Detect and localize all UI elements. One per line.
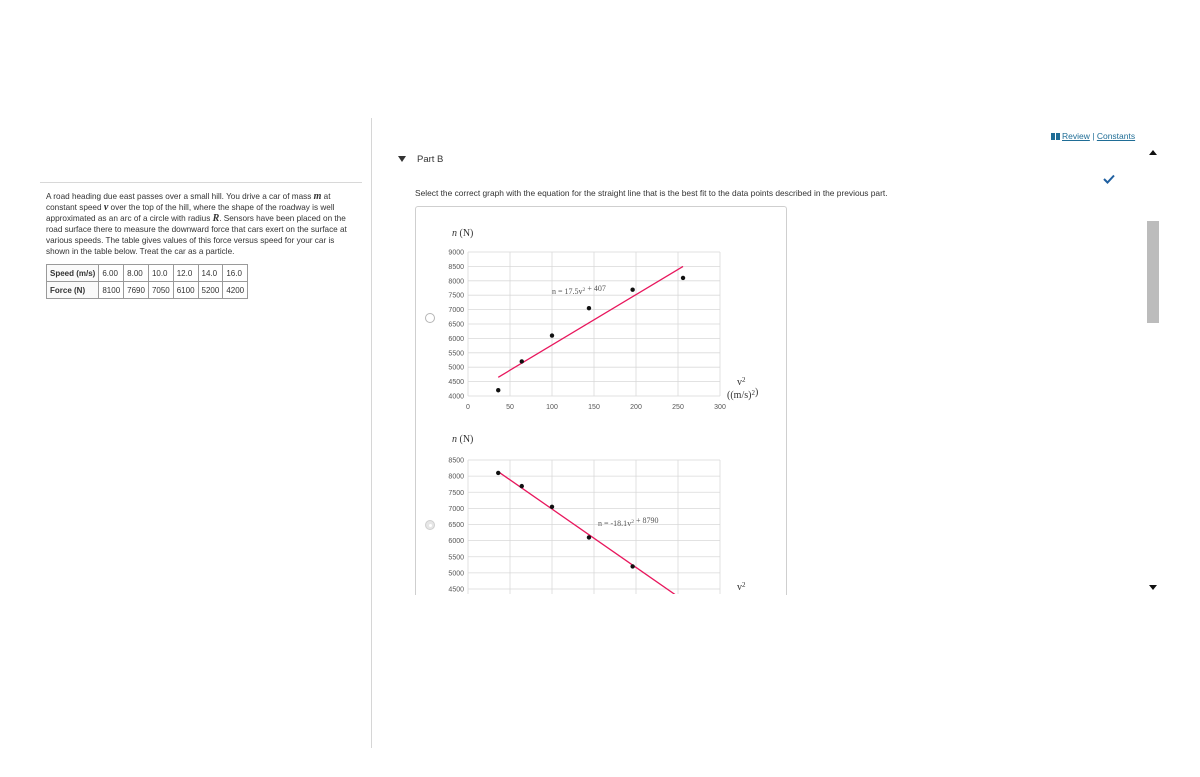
y-tick-label: 5000 [448, 570, 464, 578]
scroll-up-arrow-icon[interactable] [1149, 150, 1157, 155]
y-tick-label: 5500 [448, 554, 464, 562]
x-tick-label: 200 [630, 404, 642, 411]
data-point [681, 276, 685, 280]
speed-cell: 8.00 [124, 265, 149, 282]
data-point [550, 505, 554, 509]
speed-cell: 16.0 [223, 265, 248, 282]
x-axis-label: $v^2$ [737, 376, 746, 388]
force-cell: 5200 [198, 282, 223, 299]
speed-cell: 10.0 [148, 265, 173, 282]
y-tick-label: 7500 [448, 292, 464, 300]
y-tick-label: 9000 [448, 249, 464, 257]
y-tick-label: 7000 [448, 307, 464, 315]
data-point [550, 333, 554, 337]
data-point [587, 306, 591, 310]
speed-cell: 6.00 [99, 265, 124, 282]
y-tick-label: 4500 [448, 586, 464, 594]
x-axis-unit-label: $((m/s)^2)$ [727, 387, 759, 401]
problem-text-1: A road heading due east passes over a small hill. You drive a car of mass [46, 192, 314, 201]
y-tick-label: 4500 [448, 379, 464, 387]
fit-equation: $n = -18.1v^2 + 8790$ [598, 516, 659, 528]
speed-cell: 12.0 [173, 265, 198, 282]
x-tick-label: 300 [714, 404, 726, 411]
x-tick-label: 100 [546, 404, 558, 411]
panel-divider [371, 118, 372, 748]
table-row-speed [47, 265, 248, 282]
y-tick-label: 8000 [448, 278, 464, 286]
link-separator: | [1092, 131, 1095, 141]
scrollbar-thumb[interactable] [1147, 221, 1159, 323]
header-links [1051, 131, 1135, 141]
force-cell: 8100 [99, 282, 124, 299]
problem-text-2: at constant speed [46, 192, 331, 213]
force-cell: 4200 [223, 282, 248, 299]
part-title[interactable]: Part B [417, 154, 444, 165]
mass-symbol: m [313, 191, 322, 202]
x-axis-label: $v^2$ [737, 581, 746, 593]
y-tick-label: 6000 [448, 335, 464, 343]
scrollbar[interactable] [1146, 146, 1160, 598]
data-point [520, 359, 524, 363]
y-tick-label: 6000 [448, 538, 464, 546]
force-cell: 7050 [148, 282, 173, 299]
fit-equation: $n = 17.5v^2 + 407$ [552, 284, 606, 296]
radius-symbol: R [212, 213, 220, 225]
data-point [630, 564, 634, 568]
check-icon [1103, 174, 1115, 184]
y-tick-label: 6500 [448, 321, 464, 329]
problem-text-4: . Sensors have been placed on the road surface there to measure the downward force that cars exert on the surface at various speeds. The table gives values of this force versus speed for your car is shown in the table below. Treat the car as a particle. [46, 214, 347, 257]
y-axis-label: n (N) [452, 434, 474, 445]
graph-option-1 [430, 222, 770, 418]
y-tick-label: 8000 [448, 473, 464, 481]
data-point [630, 288, 634, 292]
data-table [46, 264, 248, 299]
force-header: Force (N) [47, 282, 99, 299]
data-point [496, 388, 500, 392]
y-axis-label: n (N) [452, 228, 474, 239]
speed-cell: 14.0 [198, 265, 223, 282]
x-tick-label: 50 [506, 404, 514, 411]
y-tick-label: 4000 [448, 393, 464, 401]
book-icon [1051, 133, 1060, 140]
table-row-force [47, 282, 248, 299]
force-cell: 6100 [173, 282, 198, 299]
x-tick-label: 0 [466, 404, 470, 411]
collapse-caret-icon[interactable] [398, 156, 406, 162]
review-link[interactable]: Review [1062, 131, 1090, 141]
speed-symbol: v [103, 202, 109, 214]
y-tick-label: 5000 [448, 364, 464, 372]
y-tick-label: 6500 [448, 522, 464, 529]
force-cell: 7690 [124, 282, 149, 299]
y-tick-label: 7500 [448, 489, 464, 497]
y-tick-label: 8500 [448, 263, 464, 271]
speed-header: Speed (m/s) [47, 265, 99, 282]
fit-line [498, 472, 683, 594]
y-tick-label: 8500 [448, 457, 464, 465]
x-tick-label: 150 [588, 404, 600, 411]
left-panel-rule [40, 182, 362, 183]
problem-statement [46, 191, 358, 258]
data-point [587, 535, 591, 539]
constants-link[interactable]: Constants [1096, 131, 1136, 141]
x-tick-label: 250 [672, 404, 684, 411]
y-tick-label: 7000 [448, 505, 464, 513]
data-point [520, 484, 524, 488]
y-tick-label: 5500 [448, 350, 464, 358]
problem-text-3: over the top of the hill, where the shape of the roadway is well approximated as an arc of a circle with radius [46, 203, 335, 224]
scroll-down-arrow-icon[interactable] [1149, 585, 1157, 590]
data-point [496, 471, 500, 475]
graph-option-2 [430, 428, 770, 594]
part-instruction: Select the correct graph with the equation for the straight line that is the best fit to the data points described in the previous part. [415, 188, 888, 198]
